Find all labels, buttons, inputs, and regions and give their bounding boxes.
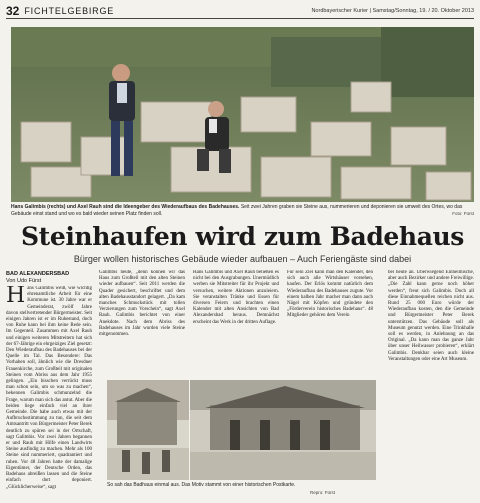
page-number: 32 (6, 3, 20, 18)
postcard-image-right (190, 380, 376, 480)
article-column-3 (193, 270, 279, 374)
headline: Steinhaufen wird zum Badehaus (21, 222, 464, 251)
main-photo-caption (11, 204, 474, 218)
column-3-text: Hans Galimbis und Axel Rauh beließen es nicht bei den Ausgrabungen. Unermüdlich werben sie Mitstreiter für ihr Projekt und versuchen, weitere Aktionen anzuleiern. Sie veranstalten Tränke und Essen für diversen Feiern und brachten einen Kalender mit alten Ansichten von Bad Alexandersbad heraus. Demnächst erscheint das Werk in der dritten Auflage. (193, 270, 279, 325)
postcard-image-left (107, 380, 189, 480)
postcard-photo-right (190, 380, 376, 480)
section-title: FICHTELGEBIRGE (24, 5, 115, 16)
column-1-text: ans Galimbis weiß, wie wichtig ehrenamtliche Arbeit für eine Kommune ist. 30 Jahre war er Gemeinderat, zwölf Jahre davon stellvertretender Bürgermeister. Seit einigen Jahren ist er im Ruhestand, doch von Ruhe kann bei ihm keine Rede sein. Im Gegenteil. Zusammen mit Axel Rauh und einigen weiteren Mitstreitern hat sich der 67-Jährige ein ehrgeiziges Ziel gesetzt: Den Wiederaufbau des Badehauses bei der Quelle im Tal. Das Besondere: Das Vorhaben soll, ähnlich wie die Dresdner Frauenkirche, zum Großteil mit originalen Steinen vom Abriss aus dem Jahr 1955 gelingen. „Ein bisschen verrückt muss man schon sein, um so was zu machen“, bekennen Galimbis schmunzelnd die Frage, warum man sich das antut. Aber die beiden liege einfach viel an ihrer Gemeinde. Die habe auch etwas mit der Aufbruchsstimmung zu tun, die seit dem Amtsantritt von Bürgermeister Peter Berek deutlich zu spüren sei in der Ortschaft, sagt Galimbis. Vor zwei Jahren begannen er und Rauh mit Hilfe einen Landwirts Steine ausfindig zu machen. Mehr als 100 Steine sind nummeriert, quadrantiert und ruhen. Vor 48 Jahren hatte der damalige Eigentümer, der Deutsche Orden, das Badehaus abreißen lassen und die Steine einfach dort deponiert. „Glücklicherweise“, sagt (6, 286, 92, 490)
byline-place: BAD ALEXANDERSBAD (6, 271, 70, 277)
article-column-2 (99, 270, 185, 374)
byline (6, 271, 69, 285)
main-photo (11, 27, 474, 202)
column-2-text: Galimbis heute, „denn können wir das Haus zum Großteil mit den alten Steinen wieder aufbauen“. Seit 2011 werden die Quader gesichert, beschriftet und dem alten Badehausstandort gelagert. „Da kam manches Schmuckstück mit tollen Verzierungen zum Vorschein“, sagt Axel Rauh. Galimbis berichtet von einer Anekdote. Nach dem Abriss des Badehauses im Jahr wurden viele Steine mitgenommen. (99, 270, 185, 338)
postcard-credit: Repro: Fürst (310, 490, 336, 495)
postcard-caption: So sah das Badhaus einmal aus. Das Motiv stammt von einer historischen Postkarte. (107, 482, 296, 488)
column-4-text: Für sein Ziel kann man den Kalender, den sich auch alle Wirtshäuser vorsehen, kaufen. Der Erlös kommt natürlich dem Wiederaufbau des Badehauses zugute. Vor einem halben Jahr macher man dann auch Nägel mit Köpfen und gründete den „Förderverein historisches Badehaus“. 48 Mitglieder gehören dem Verein (287, 270, 373, 319)
byline-author: Von Udo Fürst (6, 278, 42, 284)
main-photo-image (11, 27, 474, 202)
column-5-text: bei heute an. Überwiegend Einheimische, aber auch Bezirker und andere Freiwillige. „Die Zahl kann gerne noch höher werden“, freut sich Galimbis. Doch all diese Einnahmequellen reichen nicht aus. Rund 25 000 Euro würde der Wiederaufbau kosten, den die Gemeinde und Bürgermeister Peter Berek unterstützen. Das Gebäude soll als Museum genutzt werden. Eine Trinkhalle soll es werden, in Anlehnung an das Original. „Da kann man das ganze Jahr über unser Heilwasser probieren“, erklärt Galimbis. Denkbar seien auch kleine Veranstaltungen oder eine Art Museum. (388, 270, 474, 362)
postcard-photo-left (107, 380, 189, 480)
caption-text: Seit zwei Jahren graben sie Steine aus, nummerieren und deponieren sie umweit des Ortes, wo das Gebäude einst stand und wo es bald wieder seinen Platz finden soll. (11, 204, 463, 217)
article-column-1 (6, 286, 92, 498)
caption-names: Hans Galimbis (rechts) und Axel Rauh sind die Ideengeber des Wiederaufbaus des Badehauses. (11, 204, 240, 210)
page-header (6, 4, 474, 17)
article-column-4 (287, 270, 373, 374)
drop-cap: H (6, 286, 26, 308)
header-rule (6, 18, 474, 19)
main-photo-credit: Foto: Fürst (452, 211, 474, 216)
dateline: Nordbayerischer Kurier | Samstag/Sonntag, 19. / 20. Oktober 2013 (311, 7, 474, 14)
subhead: Bürger wollen historisches Gebäude wieder aufbauen – Auch Feriengäste sind dabei (73, 254, 412, 264)
article-column-5 (388, 270, 474, 496)
